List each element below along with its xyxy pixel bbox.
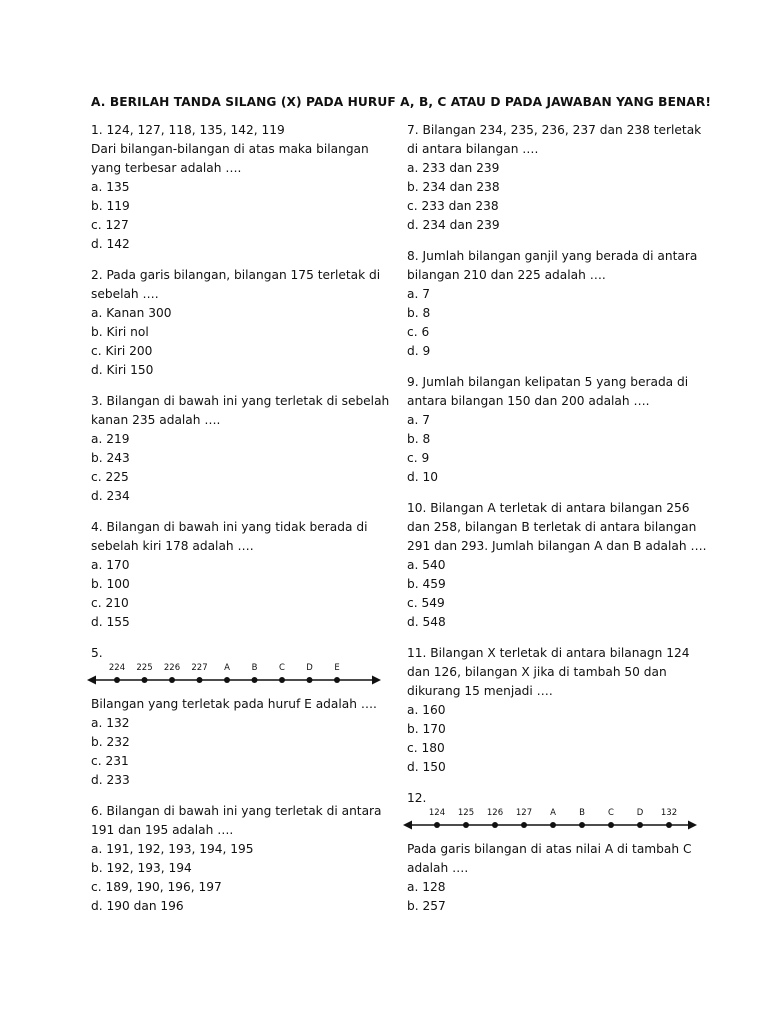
answer-option[interactable]: c. 9 <box>407 451 430 465</box>
answer-option[interactable]: a. 540 <box>407 558 446 572</box>
number-line-point <box>142 677 148 683</box>
number-line-label: A <box>550 808 556 818</box>
question-text: adalah …. <box>407 861 469 875</box>
number-line-label: 125 <box>457 808 475 818</box>
answer-option[interactable]: b. 232 <box>91 735 130 749</box>
number-line-label: 132 <box>660 808 678 818</box>
answer-option[interactable]: d. 233 <box>91 773 130 787</box>
number-line-point <box>579 822 585 828</box>
number-line-label: D <box>636 808 644 818</box>
number-line-label: 124 <box>428 808 446 818</box>
number-line-label: E <box>334 663 340 673</box>
number-line-label: 127 <box>515 808 533 818</box>
question-text: dikurang 15 menjadi …. <box>407 684 553 698</box>
question-text: 10. Bilangan A terletak di antara bilangan 256 <box>407 501 690 515</box>
number-line-question <box>407 789 707 836</box>
answer-option[interactable]: c. 225 <box>91 470 129 484</box>
number-line-point <box>224 677 230 683</box>
answer-option[interactable]: b. 257 <box>407 899 446 913</box>
number-line-point <box>550 822 556 828</box>
answer-option[interactable]: b. 100 <box>91 577 130 591</box>
answer-option[interactable]: c. 189, 190, 196, 197 <box>91 880 222 894</box>
number-line <box>85 657 385 691</box>
number-line-point <box>334 677 340 683</box>
answer-option[interactable]: c. 6 <box>407 325 430 339</box>
number-line-point <box>279 677 285 683</box>
answer-option[interactable]: c. Kiri 200 <box>91 344 153 358</box>
number-line-point <box>197 677 203 683</box>
question-text: 11. Bilangan X terletak di antara bilanagn 124 <box>407 646 690 660</box>
answer-option[interactable]: a. 7 <box>407 413 430 427</box>
number-line-point <box>169 677 175 683</box>
number-line-point <box>434 822 440 828</box>
number-line-point <box>114 677 120 683</box>
answer-option[interactable]: b. 192, 193, 194 <box>91 861 192 875</box>
number-line-point <box>492 822 498 828</box>
answer-option[interactable]: a. 7 <box>407 287 430 301</box>
number-line-question <box>91 644 391 691</box>
question-text: antara bilangan 150 dan 200 adalah …. <box>407 394 650 408</box>
answer-option[interactable]: d. 155 <box>91 615 130 629</box>
question <box>91 266 391 380</box>
number-line-label: 126 <box>486 808 504 818</box>
answer-option[interactable]: b. 243 <box>91 451 130 465</box>
answer-option[interactable]: a. 170 <box>91 558 130 572</box>
question-number: 5. <box>91 646 103 660</box>
answer-option[interactable]: d. 234 <box>91 489 130 503</box>
question-text: sebelah …. <box>91 287 159 301</box>
answer-option[interactable]: d. 190 dan 196 <box>91 899 184 913</box>
arrow-right-icon <box>688 821 697 830</box>
number-line-label: C <box>608 808 614 818</box>
question-text: 7. Bilangan 234, 235, 236, 237 dan 238 terletak <box>407 123 702 137</box>
number-line-point <box>666 822 672 828</box>
question <box>91 802 391 916</box>
number-line-point <box>463 822 469 828</box>
question <box>91 121 391 254</box>
number-line-point <box>307 677 313 683</box>
arrow-left-icon <box>87 676 96 685</box>
arrow-left-icon <box>403 821 412 830</box>
question-text: 291 dan 293. Jumlah bilangan A dan B adalah …. <box>407 539 707 553</box>
number-line-label: D <box>306 663 313 673</box>
number-line-label: C <box>279 663 285 673</box>
number-line-point <box>608 822 614 828</box>
question-text: sebelah kiri 178 adalah …. <box>91 539 254 553</box>
question <box>407 121 707 235</box>
answer-option[interactable]: c. 233 dan 238 <box>407 199 499 213</box>
number-line-point <box>637 822 643 828</box>
question-number: 12. <box>407 791 427 805</box>
answer-option[interactable]: c. 210 <box>91 596 129 610</box>
answer-option[interactable]: b. 8 <box>407 432 431 446</box>
answer-option[interactable]: a. 219 <box>91 432 130 446</box>
number-line-label: B <box>251 663 258 673</box>
answer-option[interactable]: c. 231 <box>91 754 129 768</box>
question-text: kanan 235 adalah …. <box>91 413 221 427</box>
answer-option[interactable]: b. 234 dan 238 <box>407 180 500 194</box>
answer-option[interactable]: c. 549 <box>407 596 445 610</box>
answer-option[interactable]: b. 8 <box>407 306 431 320</box>
number-line <box>401 802 701 836</box>
question-text: 191 dan 195 adalah …. <box>91 823 234 837</box>
question-text: 4. Bilangan di bawah ini yang tidak berada di <box>91 520 368 534</box>
answer-option[interactable]: b. 170 <box>407 722 446 736</box>
question-text: 1. 124, 127, 118, 135, 142, 119 <box>91 123 285 137</box>
answer-option[interactable]: a. 191, 192, 193, 194, 195 <box>91 842 254 856</box>
left-column <box>91 121 391 928</box>
number-line-label: 224 <box>108 663 126 673</box>
answer-option[interactable]: d. 10 <box>407 470 438 484</box>
number-line-label: 225 <box>136 663 153 673</box>
question-text: bilangan 210 dan 225 adalah …. <box>407 268 606 282</box>
number-line-label: A <box>224 663 230 673</box>
question-text: 9. Jumlah bilangan kelipatan 5 yang berada di <box>407 375 689 389</box>
question <box>407 247 707 361</box>
question-text: dan 126, bilangan X jika di tambah 50 dan <box>407 665 667 679</box>
question-text: yang terbesar adalah …. <box>91 161 242 175</box>
answer-option[interactable]: a. 233 dan 239 <box>407 161 500 175</box>
question-text: 2. Pada garis bilangan, bilangan 175 terletak di <box>91 268 381 282</box>
arrow-right-icon <box>372 676 381 685</box>
question <box>407 789 707 916</box>
answer-option[interactable]: a. 135 <box>91 180 130 194</box>
question-text: dan 258, bilangan B terletak di antara bilangan <box>407 520 697 534</box>
answer-option[interactable]: c. 180 <box>407 741 445 755</box>
question <box>407 499 707 632</box>
page-heading: A. BERILAH TANDA SILANG (X) PADA HURUF A, B, C ATAU D PADA JAWABAN YANG BENAR! <box>91 95 711 109</box>
answer-option[interactable]: b. Kiri nol <box>91 325 149 339</box>
question-text: Dari bilangan-bilangan di atas maka bilangan <box>91 142 369 156</box>
answer-option[interactable]: d. 234 dan 239 <box>407 218 500 232</box>
question-text: Pada garis bilangan di atas nilai A di tambah C <box>407 842 692 856</box>
question <box>407 644 707 777</box>
answer-option[interactable]: d. 142 <box>91 237 130 251</box>
question <box>91 392 391 506</box>
answer-option[interactable]: a. Kanan 300 <box>91 306 172 320</box>
answer-option[interactable]: d. 548 <box>407 615 446 629</box>
number-line-point <box>252 677 258 683</box>
question-text: 8. Jumlah bilangan ganjil yang berada di antara <box>407 249 698 263</box>
number-line-point <box>521 822 527 828</box>
answer-option[interactable]: b. 119 <box>91 199 130 213</box>
question <box>91 644 391 790</box>
answer-option[interactable]: a. 160 <box>407 703 446 717</box>
number-line-label: B <box>579 808 585 818</box>
answer-option[interactable]: a. 128 <box>407 880 446 894</box>
answer-option[interactable]: b. 459 <box>407 577 446 591</box>
question-text: di antara bilangan …. <box>407 142 539 156</box>
right-column <box>407 121 707 928</box>
answer-option[interactable]: d. 150 <box>407 760 446 774</box>
answer-option[interactable]: d. 9 <box>407 344 431 358</box>
question-text: Bilangan yang terletak pada huruf E adalah …. <box>91 697 377 711</box>
question <box>91 518 391 632</box>
answer-option[interactable]: a. 132 <box>91 716 130 730</box>
answer-option[interactable]: c. 127 <box>91 218 129 232</box>
answer-option[interactable]: d. Kiri 150 <box>91 363 154 377</box>
question <box>407 373 707 487</box>
number-line-label: 226 <box>163 663 181 673</box>
question-text: 3. Bilangan di bawah ini yang terletak di sebelah <box>91 394 390 408</box>
question-text: 6. Bilangan di bawah ini yang terletak di antara <box>91 804 382 818</box>
number-line-label: 227 <box>191 663 208 673</box>
